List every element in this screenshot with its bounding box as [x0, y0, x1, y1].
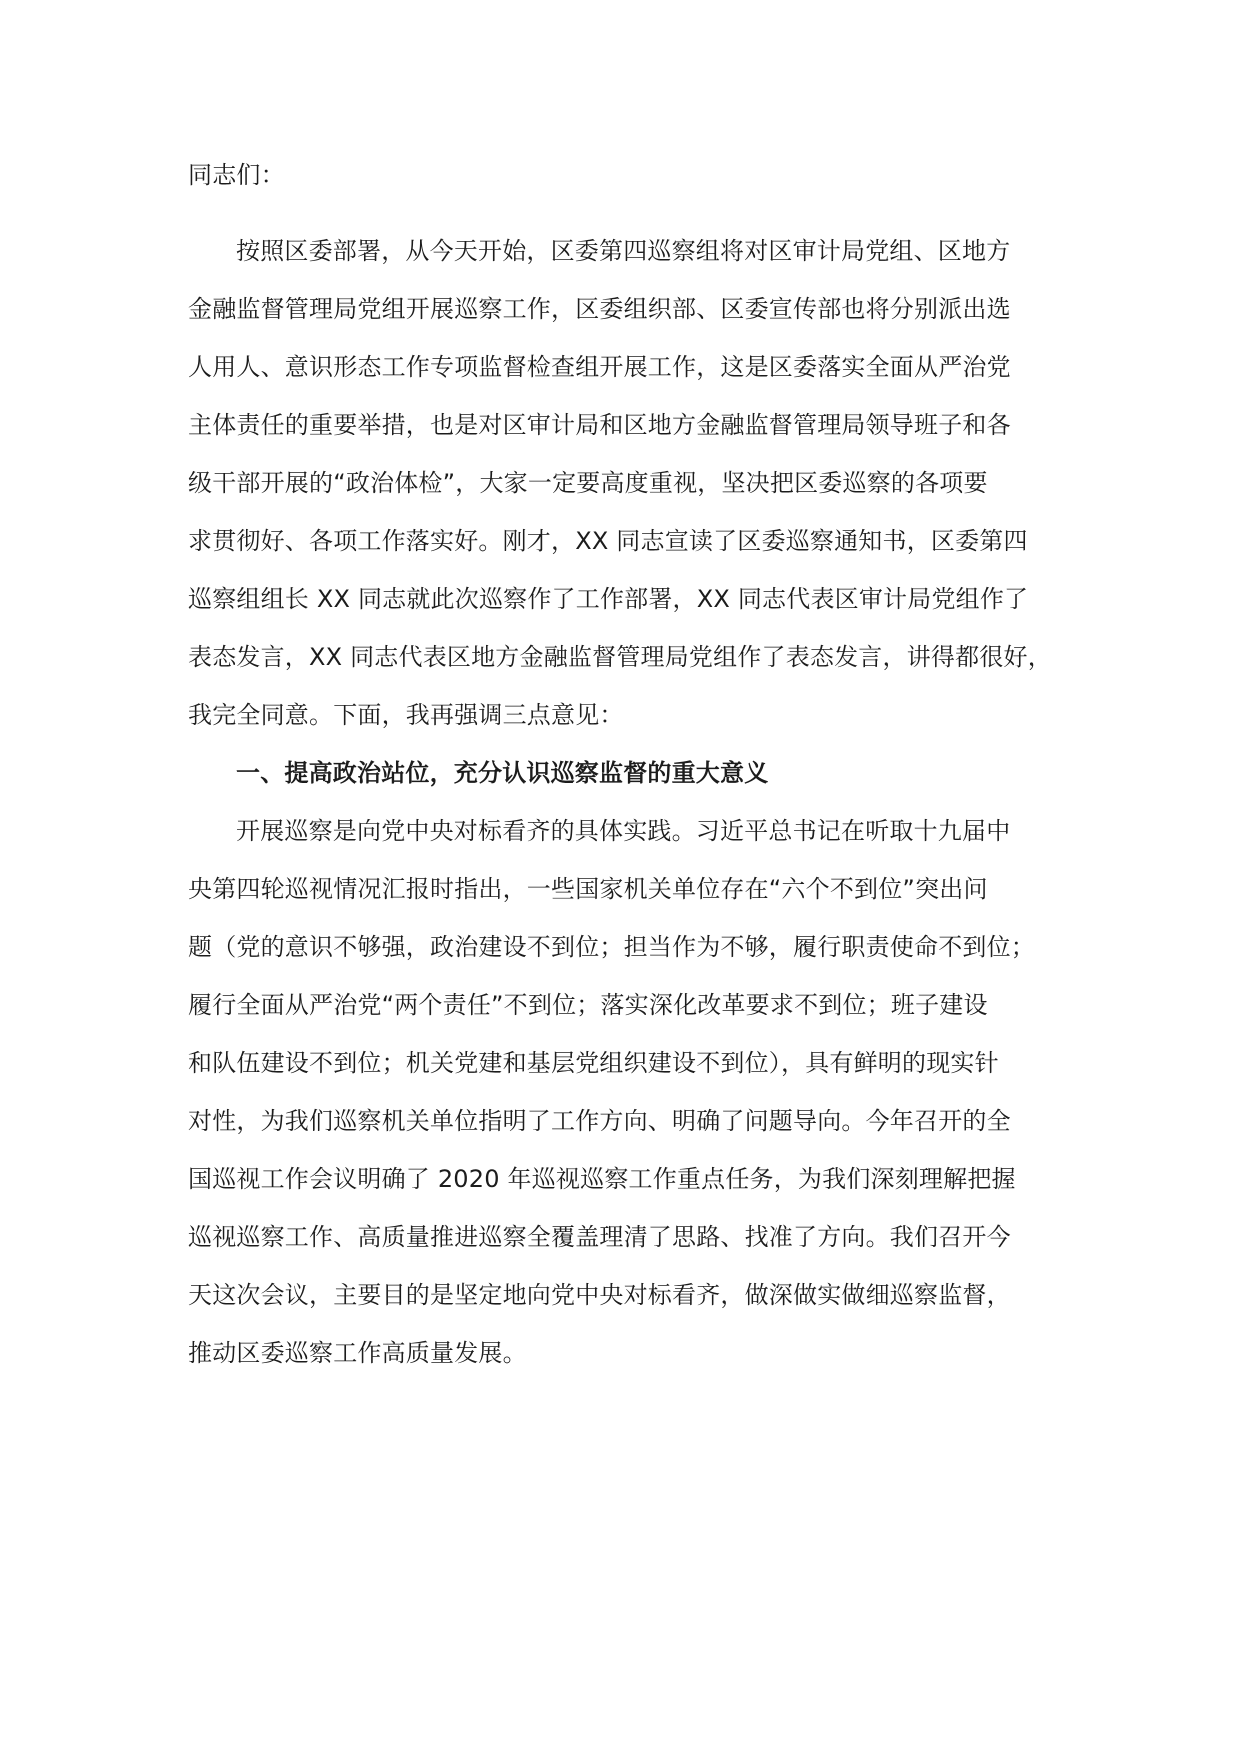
- paragraph-2-line: 题（党的意识不够强，政治建设不到位；担当作为不够，履行职责使命不到位；: [188, 933, 1035, 961]
- paragraph-1-line: 求贯彻好、各项工作落实好。刚才，XX 同志宣读了区委巡察通知书，区委第四: [188, 527, 1028, 555]
- paragraph-2-line: 巡视巡察工作、高质量推进巡察全覆盖理清了思路、找准了方向。我们召开今: [188, 1223, 1011, 1251]
- paragraph-2-line: 央第四轮巡视情况汇报时指出，一些国家机关单位存在“六个不到位”突出问: [188, 875, 988, 903]
- paragraph-2-line: 天这次会议，主要目的是坚定地向党中央对标看齐，做深做实做细巡察监督，: [188, 1281, 1011, 1309]
- paragraph-2-line: 国巡视工作会议明确了 2020 年巡视巡察工作重点任务，为我们深刻理解把握: [188, 1165, 1016, 1193]
- paragraph-1-line: 巡察组组长 XX 同志就此次巡察作了工作部署，XX 同志代表区审计局党组作了: [188, 585, 1029, 613]
- paragraph-1-line: 主体责任的重要举措，也是对区审计局和区地方金融监督管理局领导班子和各: [188, 411, 1011, 439]
- section-heading: 一、提高政治站位，充分认识巡察监督的重大意义: [236, 759, 769, 787]
- paragraph-1-line: 级干部开展的“政治体检”，大家一定要高度重视，坚决把区委巡察的各项要: [188, 469, 988, 497]
- paragraph-2-line: 推动区委巡察工作高质量发展。: [188, 1339, 527, 1367]
- paragraph-1-line: 人用人、意识形态工作专项监督检查组开展工作，这是区委落实全面从严治党: [188, 353, 1011, 381]
- paragraph-1-line: 我完全同意。下面，我再强调三点意见：: [188, 701, 624, 729]
- paragraph-1-line: 表态发言，XX 同志代表区地方金融监督管理局党组作了表态发言，讲得都很好，: [188, 643, 1052, 671]
- paragraph-1-line: 按照区委部署，从今天开始，区委第四巡察组将对区审计局党组、区地方: [236, 237, 1011, 265]
- paragraph-2-line: 和队伍建设不到位；机关党建和基层党组织建设不到位），具有鲜明的现实针: [188, 1049, 999, 1077]
- paragraph-2-line: 开展巡察是向党中央对标看齐的具体实践。习近平总书记在听取十九届中: [236, 817, 1011, 845]
- paragraph-2-line: 履行全面从严治党“两个责任”不到位；落实深化改革要求不到位；班子建设: [188, 991, 988, 1019]
- paragraph-1-line: 金融监督管理局党组开展巡察工作，区委组织部、区委宣传部也将分别派出选: [188, 295, 1011, 323]
- paragraph-2-line: 对性，为我们巡察机关单位指明了工作方向、明确了问题导向。今年召开的全: [188, 1107, 1011, 1135]
- salutation: 同志们：: [188, 161, 285, 189]
